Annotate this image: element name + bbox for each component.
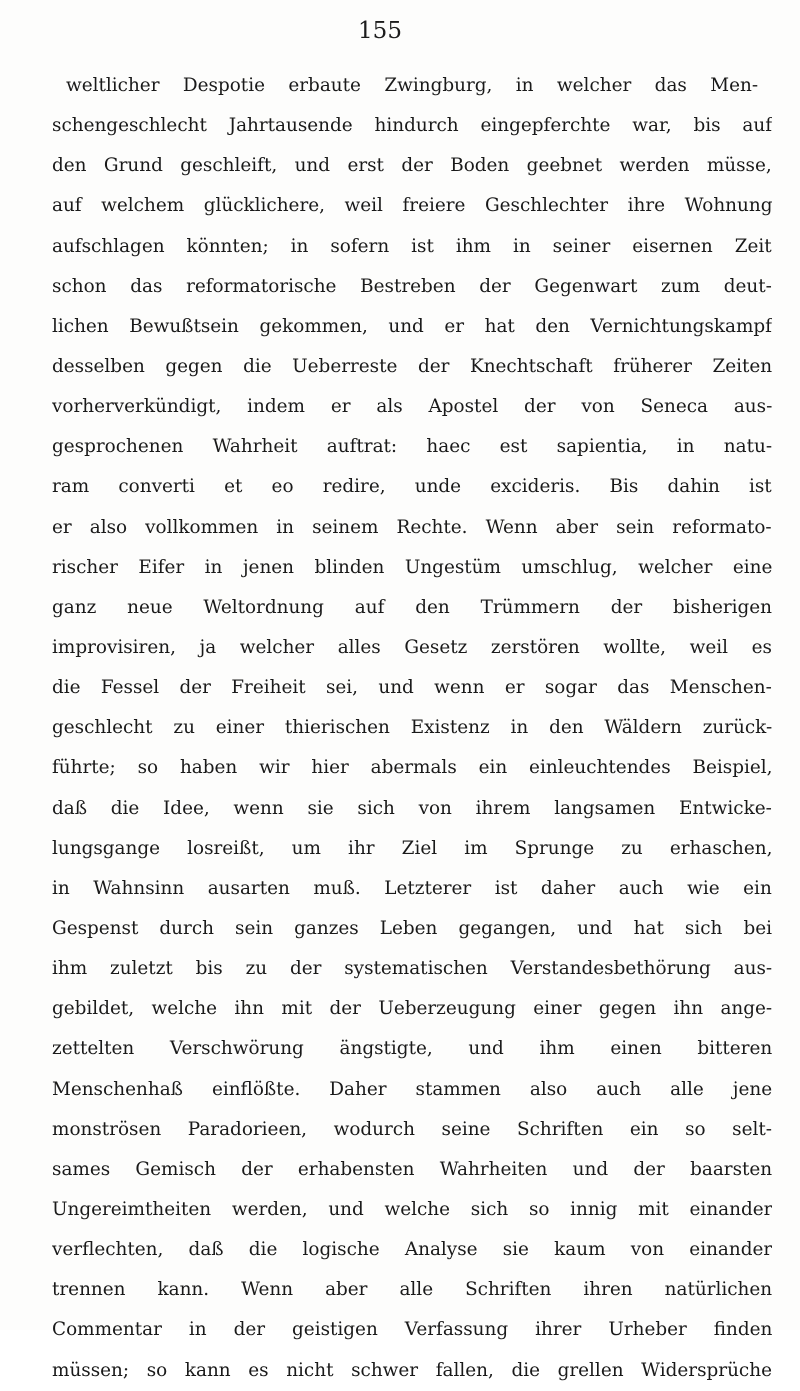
text-line: verflechten, daß die logische Analyse sie kaum von einander — [52, 1239, 772, 1261]
text-line: Gespenst durch sein ganzes Leben gegangen, und hat sich bei — [52, 917, 772, 939]
text-line: lungsgange losreißt, um ihr Ziel im Sprunge zu erhaschen, — [52, 837, 772, 859]
text-line: Ungereimtheiten werden, und welche sich so innig mit einander — [52, 1198, 772, 1220]
text-line: sames Gemisch der erhabensten Wahrheiten und der baarsten — [52, 1158, 772, 1180]
text-line: trennen kann. Wenn aber alle Schriften ihren natürlichen — [52, 1279, 772, 1301]
text-line: ihm zuletzt bis zu der systematischen Verstandesbethörung aus- — [52, 958, 772, 980]
text-line: geschlecht zu einer thierischen Existenz in den Wäldern zurück- — [52, 717, 772, 739]
text-line: lichen Bewußtsein gekommen, und er hat den Vernichtungskampf — [52, 315, 772, 337]
text-line: schon das reformatorische Bestreben der Gegenwart zum deut- — [52, 275, 772, 297]
page-number: 155 — [358, 18, 402, 44]
text-line: vorherverkündigt, indem er als Apostel der von Seneca aus- — [52, 396, 772, 418]
text-line: rischer Eifer in jenen blinden Ungestüm umschlug, welcher eine — [52, 556, 772, 578]
text-line: Commentar in der geistigen Verfassung ihrer Urheber finden — [52, 1319, 772, 1341]
text-line: desselben gegen die Ueberreste der Knechtschaft früherer Zeiten — [52, 355, 772, 377]
body-text — [52, 66, 772, 1391]
text-line: weltlicher Despotie erbaute Zwingburg, in welcher das Men- — [66, 75, 759, 96]
text-line: improvisiren, ja welcher alles Gesetz zerstören wollte, weil es — [52, 636, 772, 658]
text-line: er also vollkommen in seinem Rechte. Wenn aber sein reformato- — [52, 516, 772, 538]
text-line: müssen; so kann es nicht schwer fallen, die grellen Widersprüche — [52, 1359, 772, 1381]
text-line: Menschenhaß einflößte. Daher stammen also auch alle jene — [52, 1078, 772, 1100]
text-line: ganz neue Weltordnung auf den Trümmern der bisherigen — [52, 596, 772, 618]
text-line: auf welchem glücklichere, weil freiere Geschlechter ihre Wohnung — [52, 195, 772, 217]
text-line: die Fessel der Freiheit sei, und wenn er sogar das Menschen- — [52, 677, 772, 699]
text-line: ram converti et eo redire, unde excideris. Bis dahin ist — [52, 476, 772, 498]
text-line: den Grund geschleift, und erst der Boden geebnet werden müsse, — [52, 155, 772, 177]
text-line: aufschlagen könnten; in sofern ist ihm in seiner eisernen Zeit — [52, 235, 772, 257]
text-line: daß die Idee, wenn sie sich von ihrem langsamen Entwicke- — [52, 797, 772, 819]
text-line: monströsen Paradorieen, wodurch seine Schriften ein so selt- — [52, 1118, 772, 1140]
text-line: zettelten Verschwörung ängstigte, und ihm einen bitteren — [52, 1038, 772, 1060]
text-line: in Wahnsinn ausarten muß. Letzterer ist daher auch wie ein — [52, 877, 772, 899]
text-line: schengeschlecht Jahrtausende hindurch eingepferchte war, bis auf — [52, 115, 772, 137]
text-line: gesprochenen Wahrheit auftrat: haec est sapientia, in natu- — [52, 436, 772, 458]
text-line: führte; so haben wir hier abermals ein einleuchtendes Beispiel, — [52, 757, 772, 779]
text-line: gebildet, welche ihn mit der Ueberzeugung einer gegen ihn ange- — [52, 998, 772, 1020]
